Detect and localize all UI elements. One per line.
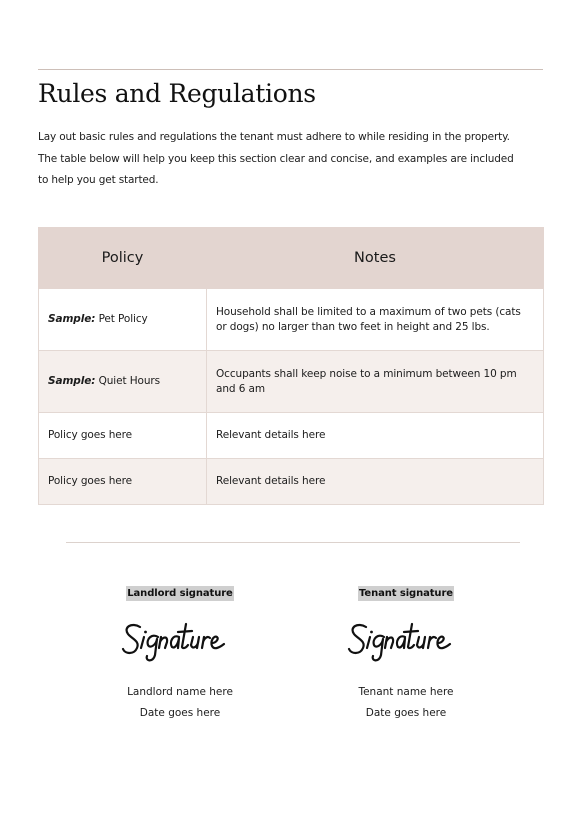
intro-line: Lay out basic rules and regulations the tenant must adhere to while residing in the property. [38, 131, 510, 143]
top-rule [38, 69, 543, 70]
table-row [39, 289, 544, 351]
policy-table [38, 227, 544, 505]
notes-cell: Relevant details here [207, 413, 544, 459]
notes-cell: Household shall be limited to a maximum of two pets (cats or dogs) no larger than two feet in height and 25 lbs. [207, 289, 544, 351]
table-row [39, 413, 544, 459]
intro-line: to help you get started. [38, 174, 159, 186]
tenant-signature-label: Tenant signature [359, 588, 453, 599]
table-header-row [39, 228, 544, 289]
section-divider [66, 542, 520, 543]
landlord-handwritten-signature [120, 615, 240, 665]
landlord-signature-block [80, 581, 280, 724]
policy-cell: Policy goes here [39, 459, 207, 505]
notes-cell: Occupants shall keep noise to a minimum between 10 pm and 6 am [207, 351, 544, 413]
tenant-date: Date goes here [365, 707, 447, 719]
tenant-name: Tenant name here [358, 686, 454, 698]
policy-cell [39, 351, 207, 413]
policy-text: Quiet Hours [95, 375, 160, 387]
table-row [39, 351, 544, 413]
sample-tag: Sample: [48, 313, 96, 325]
sample-tag: Sample: [48, 375, 96, 387]
landlord-signature-label: Landlord signature [127, 588, 233, 599]
page-title: Rules and Regulations [38, 79, 316, 108]
landlord-date: Date goes here [139, 707, 221, 719]
landlord-name: Landlord name here [127, 686, 233, 698]
policy-text: Pet Policy [95, 313, 148, 325]
policy-cell: Policy goes here [39, 413, 207, 459]
policy-cell [39, 289, 207, 351]
table-row [39, 459, 544, 505]
tenant-handwritten-signature [346, 615, 466, 665]
tenant-signature-block [306, 581, 506, 724]
policy-column-header: Policy [39, 228, 207, 289]
intro-line: The table below will help you keep this section clear and concise, and examples are included [38, 152, 514, 165]
intro-paragraph [38, 127, 538, 192]
notes-cell: Relevant details here [207, 459, 544, 505]
notes-column-header: Notes [207, 228, 544, 289]
